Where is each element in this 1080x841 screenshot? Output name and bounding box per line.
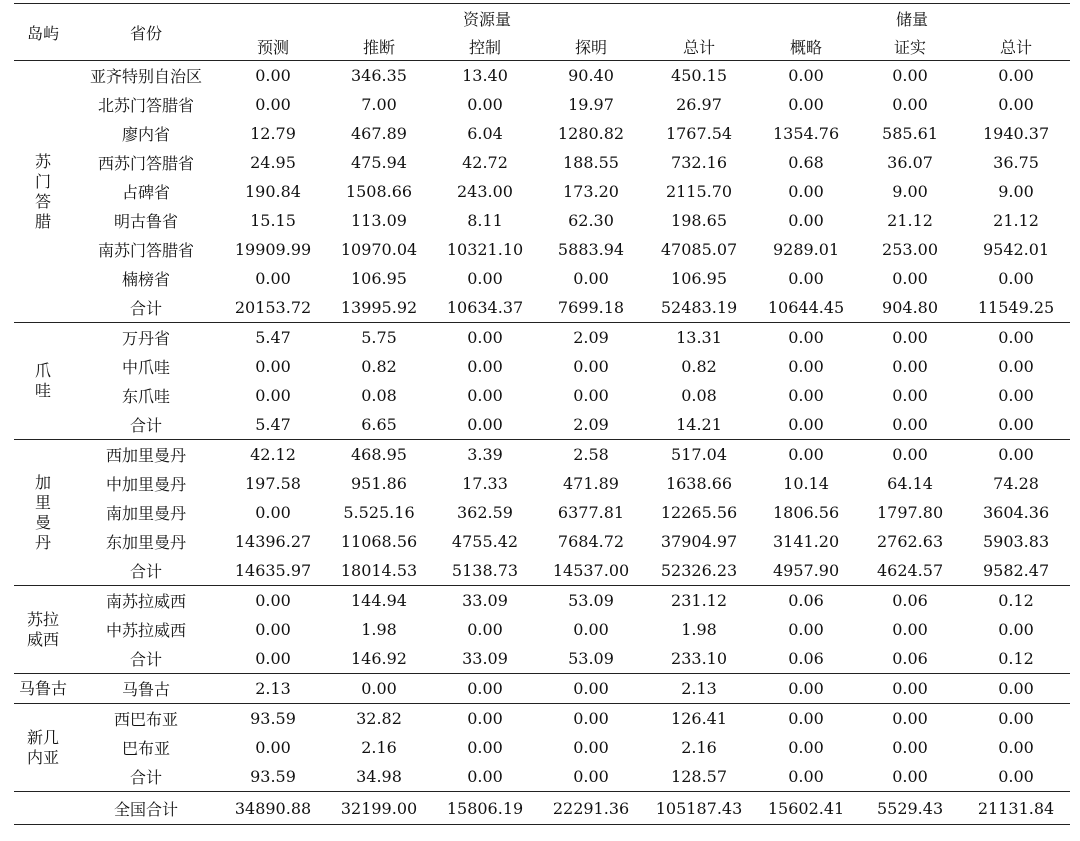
value-cell: 0.00 (432, 323, 538, 353)
value-cell: 0.00 (538, 704, 644, 734)
value-cell: 0.00 (788, 738, 824, 757)
value-cell: 21.12 (993, 211, 1039, 230)
header-sub-inferred: 推断 (326, 32, 432, 61)
value-cell: 0.00 (573, 738, 609, 757)
province-name: 南加里曼丹 (105, 504, 186, 523)
table-row (14, 586, 1070, 616)
value-cell: 53.09 (568, 649, 614, 668)
value-cell: 33.09 (462, 649, 508, 668)
value-cell: 62.30 (568, 211, 614, 230)
island-name-line: 哇 (34, 381, 51, 400)
value-cell: 3141.20 (772, 532, 840, 551)
value-cell: 0.00 (467, 386, 503, 405)
header-sub-proved: 证实 (858, 32, 962, 61)
value-cell: 9542.01 (982, 240, 1050, 259)
value-cell: 52326.23 (660, 561, 738, 580)
value-cell: 93.59 (250, 767, 296, 786)
table-row (14, 381, 1070, 410)
province-name: 占碑省 (121, 183, 170, 202)
header-sub-indicated: 控制 (432, 32, 538, 61)
value-cell: 146.92 (351, 649, 407, 668)
value-cell: 4957.90 (772, 561, 840, 580)
value-cell: 32.82 (326, 704, 432, 734)
value-cell: 0.00 (788, 767, 824, 786)
value-cell: 5.75 (326, 323, 432, 353)
island-name-line: 新几 (26, 727, 59, 747)
province-name: 西巴布亚 (72, 704, 220, 734)
value-cell: 0.12 (962, 586, 1070, 616)
value-cell: 3.39 (432, 440, 538, 470)
value-cell: 47085.07 (660, 240, 738, 259)
coal-resources-table-container (14, 3, 1070, 825)
value-cell: 2.09 (573, 415, 609, 434)
value-cell: 0.00 (255, 503, 291, 522)
value-cell: 732.16 (671, 153, 728, 172)
value-cell: 33.09 (432, 586, 538, 616)
province-name: 东加里曼丹 (105, 533, 186, 552)
value-cell: 0.00 (998, 269, 1034, 288)
island-name-line: 腊 (34, 211, 51, 231)
value-cell: 13.31 (644, 323, 754, 353)
value-cell: 7699.18 (557, 298, 625, 317)
table-row (14, 148, 1070, 177)
value-cell: 0.00 (858, 323, 962, 353)
value-cell: 1508.66 (345, 182, 413, 201)
island-name-cell (14, 674, 72, 704)
value-cell: 0.08 (681, 386, 717, 405)
value-cell: 0.00 (998, 95, 1034, 114)
province-name: 中爪哇 (121, 358, 170, 377)
value-cell: 5.47 (255, 415, 291, 434)
island-name-line: 曼 (34, 512, 51, 532)
province-name: 南苏门答腊省 (97, 241, 194, 260)
value-cell: 0.00 (255, 649, 291, 668)
value-cell: 0.00 (432, 674, 538, 704)
header-sub-measured: 探明 (538, 32, 644, 61)
island-name-cell (14, 586, 72, 674)
subtotal-label: 合计 (129, 416, 162, 435)
value-cell: 1354.76 (772, 124, 840, 143)
table-row (14, 410, 1070, 440)
value-cell: 0.00 (573, 620, 609, 639)
national-total-value: 15806.19 (432, 792, 538, 825)
subtotal-label: 合计 (129, 299, 162, 318)
value-cell: 0.00 (858, 440, 962, 470)
value-cell: 90.40 (568, 66, 614, 85)
value-cell: 0.00 (788, 415, 824, 434)
province-name: 中苏拉威西 (105, 621, 186, 640)
value-cell: 14.21 (676, 415, 722, 434)
table-row (14, 556, 1070, 586)
table-row (14, 527, 1070, 556)
subtotal-label: 合计 (129, 768, 162, 787)
value-cell: 128.57 (671, 767, 728, 786)
value-cell: 0.00 (962, 440, 1070, 470)
value-cell: 0.00 (432, 704, 538, 734)
value-cell: 0.00 (892, 415, 928, 434)
header-resources: 资源量 (220, 4, 754, 33)
island-name-line: 答 (34, 191, 51, 211)
value-cell: 126.41 (644, 704, 754, 734)
header-sub-reserve-total: 总计 (962, 32, 1070, 61)
value-cell: 26.97 (676, 95, 722, 114)
value-cell: 144.94 (326, 586, 432, 616)
island-name-line: 门 (34, 171, 51, 191)
province-name: 楠榜省 (121, 270, 170, 289)
value-cell: 19.97 (568, 95, 614, 114)
table-row (14, 61, 1070, 91)
value-cell: 0.00 (892, 357, 928, 376)
value-cell: 173.20 (563, 182, 619, 201)
table-row (14, 674, 1070, 704)
island-name-line: 苏拉 (26, 609, 59, 629)
value-cell: 0.00 (998, 357, 1034, 376)
value-cell: 0.00 (754, 704, 858, 734)
value-cell: 243.00 (457, 182, 513, 201)
value-cell: 233.10 (671, 649, 728, 668)
value-cell: 7.00 (361, 95, 397, 114)
table-row (14, 90, 1070, 119)
island-name-cell (14, 704, 72, 792)
value-cell: 93.59 (220, 704, 326, 734)
value-cell: 450.15 (671, 66, 728, 85)
value-cell: 0.00 (892, 95, 928, 114)
national-total-value: 22291.36 (538, 792, 644, 825)
value-cell: 0.00 (573, 357, 609, 376)
value-cell: 0.06 (788, 649, 824, 668)
national-total-value: 5529.43 (858, 792, 962, 825)
value-cell: 12.79 (250, 124, 296, 143)
value-cell: 0.00 (962, 704, 1070, 734)
value-cell: 0.00 (538, 674, 644, 704)
value-cell: 0.08 (361, 386, 397, 405)
island-name-cell (14, 323, 72, 440)
island-name-line: 苏 (34, 151, 51, 171)
value-cell: 0.00 (788, 66, 824, 85)
value-cell: 0.06 (892, 649, 928, 668)
value-cell: 0.00 (788, 211, 824, 230)
value-cell: 8.11 (467, 211, 503, 230)
value-cell: 52483.19 (660, 298, 738, 317)
header-province: 省份 (72, 4, 220, 61)
value-cell: 5.47 (220, 323, 326, 353)
value-cell: 5883.94 (557, 240, 625, 259)
national-total-row (14, 792, 1070, 825)
value-cell: 0.06 (858, 586, 962, 616)
value-cell: 517.04 (644, 440, 754, 470)
value-cell: 0.12 (998, 649, 1034, 668)
subtotal-label: 合计 (129, 562, 162, 581)
value-cell: 37904.97 (660, 532, 738, 551)
table-row (14, 644, 1070, 674)
province-name: 北苏门答腊省 (97, 96, 194, 115)
value-cell: 36.07 (887, 153, 933, 172)
header-reserves: 储量 (754, 4, 1070, 33)
value-cell: 19909.99 (234, 240, 312, 259)
value-cell: 0.00 (573, 767, 609, 786)
value-cell: 21.12 (887, 211, 933, 230)
province-name: 万丹省 (72, 323, 220, 353)
value-cell: 0.00 (892, 620, 928, 639)
value-cell: 42.12 (220, 440, 326, 470)
value-cell: 0.00 (255, 95, 291, 114)
value-cell: 9.00 (892, 182, 928, 201)
value-cell: 1638.66 (665, 474, 733, 493)
island-name-line: 丹 (34, 532, 51, 552)
island-name-line: 里 (34, 492, 51, 512)
island-name-line: 威西 (26, 629, 59, 649)
value-cell: 1806.56 (772, 503, 840, 522)
table-row (14, 762, 1070, 792)
value-cell: 0.00 (858, 704, 962, 734)
value-cell: 6377.81 (557, 503, 625, 522)
value-cell: 0.00 (998, 738, 1034, 757)
value-cell: 0.00 (467, 95, 503, 114)
value-cell: 0.00 (255, 269, 291, 288)
national-total-value: 34890.88 (220, 792, 326, 825)
value-cell: 0.00 (788, 182, 824, 201)
value-cell: 0.00 (573, 386, 609, 405)
province-name: 西苏门答腊省 (97, 154, 194, 173)
value-cell: 5138.73 (451, 561, 519, 580)
value-cell: 20153.72 (234, 298, 312, 317)
value-cell: 42.72 (462, 153, 508, 172)
value-cell: 0.00 (467, 620, 503, 639)
value-cell: 0.00 (892, 767, 928, 786)
value-cell: 1797.80 (876, 503, 944, 522)
coal-resources-table (14, 3, 1070, 825)
value-cell: 12265.56 (660, 503, 738, 522)
value-cell: 34.98 (356, 767, 402, 786)
value-cell: 0.00 (255, 66, 291, 85)
value-cell: 0.00 (998, 66, 1034, 85)
header-sub-probable: 概略 (754, 32, 858, 61)
value-cell: 10644.45 (767, 298, 845, 317)
value-cell: 1280.82 (557, 124, 625, 143)
value-cell: 0.00 (467, 415, 503, 434)
value-cell: 0.00 (788, 95, 824, 114)
value-cell: 0.00 (998, 767, 1034, 786)
value-cell: 0.00 (892, 386, 928, 405)
value-cell: 0.00 (754, 323, 858, 353)
province-name: 中加里曼丹 (105, 475, 186, 494)
value-cell: 1940.37 (982, 124, 1050, 143)
value-cell: 1767.54 (665, 124, 733, 143)
value-cell: 0.00 (220, 586, 326, 616)
value-cell: 471.89 (563, 474, 619, 493)
value-cell: 0.00 (255, 357, 291, 376)
value-cell: 6.65 (361, 415, 397, 434)
value-cell: 5.525.16 (343, 503, 415, 522)
value-cell: 4624.57 (876, 561, 944, 580)
table-row (14, 352, 1070, 381)
value-cell: 0.06 (754, 586, 858, 616)
table-row (14, 264, 1070, 293)
province-name: 廖内省 (121, 125, 170, 144)
value-cell: 198.65 (671, 211, 728, 230)
value-cell: 0.00 (255, 386, 291, 405)
value-cell: 0.00 (858, 674, 962, 704)
value-cell: 36.75 (993, 153, 1039, 172)
value-cell: 0.00 (754, 674, 858, 704)
value-cell: 11549.25 (977, 298, 1055, 317)
island-name-line: 马鲁古 (18, 678, 67, 698)
value-cell: 13995.92 (340, 298, 418, 317)
value-cell: 9.00 (998, 182, 1034, 201)
island-name-line: 内亚 (26, 747, 59, 767)
value-cell: 2762.63 (876, 532, 944, 551)
value-cell: 0.00 (788, 269, 824, 288)
value-cell: 0.00 (998, 415, 1034, 434)
value-cell: 0.00 (962, 323, 1070, 353)
value-cell: 0.00 (754, 440, 858, 470)
national-total-label: 全国合计 (72, 792, 220, 825)
table-row (14, 704, 1070, 734)
value-cell: 2.16 (681, 738, 717, 757)
table-body (14, 61, 1070, 825)
value-cell: 0.00 (788, 386, 824, 405)
value-cell: 10321.10 (446, 240, 524, 259)
province-name: 巴布亚 (121, 739, 170, 758)
value-cell: 0.00 (467, 738, 503, 757)
value-cell: 253.00 (882, 240, 939, 259)
value-cell: 18014.53 (340, 561, 418, 580)
province-name: 马鲁古 (72, 674, 220, 704)
value-cell: 0.82 (681, 357, 717, 376)
value-cell: 10634.37 (446, 298, 524, 317)
value-cell: 0.00 (255, 738, 291, 757)
value-cell: 0.00 (998, 386, 1034, 405)
table-row (14, 177, 1070, 206)
table-row (14, 235, 1070, 264)
value-cell: 2.58 (538, 440, 644, 470)
table-row (14, 469, 1070, 498)
value-cell: 24.95 (250, 153, 296, 172)
value-cell: 362.59 (457, 503, 513, 522)
value-cell: 5903.83 (982, 532, 1050, 551)
value-cell: 14396.27 (234, 532, 312, 551)
table-row (14, 733, 1070, 762)
value-cell: 2.09 (538, 323, 644, 353)
value-cell: 106.95 (671, 269, 728, 288)
value-cell: 951.86 (351, 474, 407, 493)
subtotal-label: 合计 (129, 650, 162, 669)
table-row (14, 323, 1070, 353)
value-cell: 74.28 (993, 474, 1039, 493)
value-cell: 0.00 (326, 674, 432, 704)
value-cell: 475.94 (351, 153, 407, 172)
table-row (14, 119, 1070, 148)
value-cell: 190.84 (245, 182, 301, 201)
value-cell: 1.98 (361, 620, 397, 639)
value-cell: 0.00 (788, 620, 824, 639)
island-name-line: 加 (34, 472, 51, 492)
value-cell: 0.00 (255, 620, 291, 639)
value-cell: 14635.97 (234, 561, 312, 580)
value-cell: 0.00 (892, 66, 928, 85)
table-row (14, 293, 1070, 323)
value-cell: 2.13 (220, 674, 326, 704)
national-total-value: 105187.43 (644, 792, 754, 825)
island-name-cell (14, 440, 72, 586)
value-cell: 4755.42 (451, 532, 519, 551)
value-cell: 1.98 (681, 620, 717, 639)
value-cell: 0.00 (788, 357, 824, 376)
province-name: 南苏拉威西 (72, 586, 220, 616)
value-cell: 7684.72 (557, 532, 625, 551)
value-cell: 904.80 (882, 298, 939, 317)
value-cell: 3604.36 (982, 503, 1050, 522)
value-cell: 10970.04 (340, 240, 418, 259)
value-cell: 0.00 (998, 620, 1034, 639)
table-row (14, 498, 1070, 527)
value-cell: 113.09 (351, 211, 407, 230)
value-cell: 188.55 (563, 153, 619, 172)
value-cell: 10.14 (783, 474, 829, 493)
header-sub-predicted: 预测 (220, 32, 326, 61)
island-name-cell (14, 61, 72, 323)
value-cell: 0.00 (962, 674, 1070, 704)
value-cell: 0.68 (788, 153, 824, 172)
province-name: 东爪哇 (121, 387, 170, 406)
island-name-line: 爪 (34, 361, 51, 380)
table-row (14, 440, 1070, 470)
value-cell: 2.16 (361, 738, 397, 757)
value-cell: 13.40 (462, 66, 508, 85)
value-cell: 64.14 (887, 474, 933, 493)
national-total-blank-cell (14, 792, 72, 825)
value-cell: 0.00 (892, 738, 928, 757)
national-total-value: 32199.00 (326, 792, 432, 825)
value-cell: 0.00 (467, 269, 503, 288)
value-cell: 6.04 (467, 124, 503, 143)
value-cell: 585.61 (882, 124, 939, 143)
header-sub-resource-total: 总计 (644, 32, 754, 61)
value-cell: 14537.00 (552, 561, 630, 580)
header-island: 岛屿 (14, 4, 72, 61)
value-cell: 467.89 (351, 124, 407, 143)
province-name: 西加里曼丹 (72, 440, 220, 470)
value-cell: 0.00 (892, 269, 928, 288)
value-cell: 0.00 (467, 767, 503, 786)
value-cell: 197.58 (245, 474, 301, 493)
table-row (14, 206, 1070, 235)
value-cell: 0.82 (361, 357, 397, 376)
value-cell: 2.13 (644, 674, 754, 704)
value-cell: 231.12 (644, 586, 754, 616)
value-cell: 468.95 (326, 440, 432, 470)
province-name: 亚齐特别自治区 (89, 67, 202, 86)
value-cell: 53.09 (538, 586, 644, 616)
value-cell: 17.33 (462, 474, 508, 493)
national-total-value: 21131.84 (962, 792, 1070, 825)
table-row (14, 615, 1070, 644)
value-cell: 346.35 (351, 66, 407, 85)
value-cell: 9582.47 (982, 561, 1050, 580)
value-cell: 0.00 (467, 357, 503, 376)
value-cell: 11068.56 (340, 532, 418, 551)
value-cell: 106.95 (351, 269, 407, 288)
national-total-value: 15602.41 (754, 792, 858, 825)
value-cell: 2115.70 (665, 182, 733, 201)
value-cell: 9289.01 (772, 240, 840, 259)
value-cell: 15.15 (250, 211, 296, 230)
province-name: 明古鲁省 (113, 212, 178, 231)
value-cell: 0.00 (573, 269, 609, 288)
